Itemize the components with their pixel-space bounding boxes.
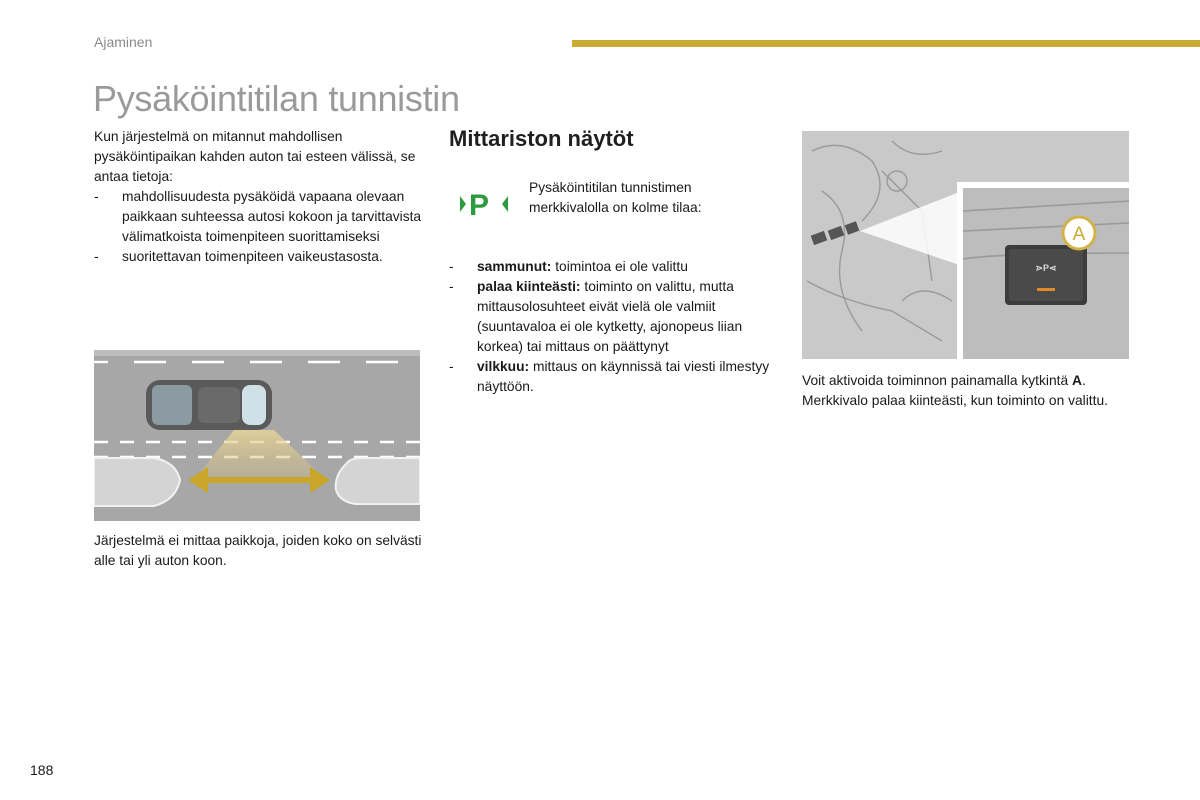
park-assist-green-icon (458, 186, 512, 222)
switch-caption-key: A (1071, 373, 1082, 388)
state-term: sammunut: (477, 259, 552, 274)
section-label: Ajaminen (94, 34, 153, 50)
list-dash: - (94, 189, 99, 204)
info-list (94, 187, 424, 267)
switch-caption-text: Voit aktivoida toiminnon painamalla kytkintä (802, 373, 1072, 388)
svg-text:⋗P⋖: ⋗P⋖ (1035, 263, 1057, 273)
list-dash: - (94, 249, 99, 264)
list-item-text: suoritettavan toimenpiteen vaikeustasosta. (122, 249, 383, 264)
list-item-text: mahdollisuudesta pysäköidä vapaana olevaan paikkaan suhteessa autosi kokoon ja tarvittavista välimatkoista toimenpiteen suorittamiseksi (122, 189, 422, 244)
list-item (94, 187, 424, 247)
state-description: toiminto on valittu, mutta mittausolosuhteet eivät vielä ole valmiit (suuntavaloa ei ole kytketty, ajonopeus liian korkea) tai mittaus on päättynyt (477, 279, 743, 354)
svg-text:P: P (469, 189, 490, 222)
indicator-description: Pysäköintitilan tunnistimen merkkivalolla on kolme tilaa: (529, 180, 702, 215)
state-item-steady (449, 277, 779, 357)
figure-caption: Järjestelmä ei mittaa paikkoja, joiden koko on selvästi alle tai yli auton koon. (94, 533, 422, 568)
column-1 (94, 127, 424, 267)
state-term: palaa kiinteästi: (477, 279, 581, 294)
intro-text: Kun järjestelmä on mitannut mahdollisen pysäköintipaikan kahden auton tai esteen välissä, se antaa tietoja: (94, 129, 416, 184)
indicator-states-list (449, 257, 779, 397)
state-item-flashing (449, 357, 779, 397)
state-item-off (449, 257, 779, 277)
parking-space-figure (94, 350, 420, 521)
list-dash: - (449, 359, 454, 374)
state-description: toimintoa ei ole valittu (551, 259, 688, 274)
header-accent-bar (572, 40, 1200, 47)
switch-caption (802, 371, 1132, 411)
state-description: mittaus on käynnissä tai viesti ilmestyy näyttöön. (477, 359, 770, 394)
callout-letter: A (1072, 224, 1086, 245)
switch-caption-text-end: . Merkkivalo palaa kiinteästi, kun toiminto on valittu. (802, 373, 1108, 408)
page-title: Pysäköintitilan tunnistin (93, 78, 460, 119)
state-term: vilkkuu: (477, 359, 530, 374)
dashboard-switch-figure (802, 131, 1129, 359)
list-dash: - (449, 279, 454, 294)
list-item (94, 247, 424, 267)
dashboard-displays-heading: Mittariston näytöt (449, 126, 634, 151)
page-number: 188 (30, 762, 54, 778)
list-dash: - (449, 259, 454, 274)
